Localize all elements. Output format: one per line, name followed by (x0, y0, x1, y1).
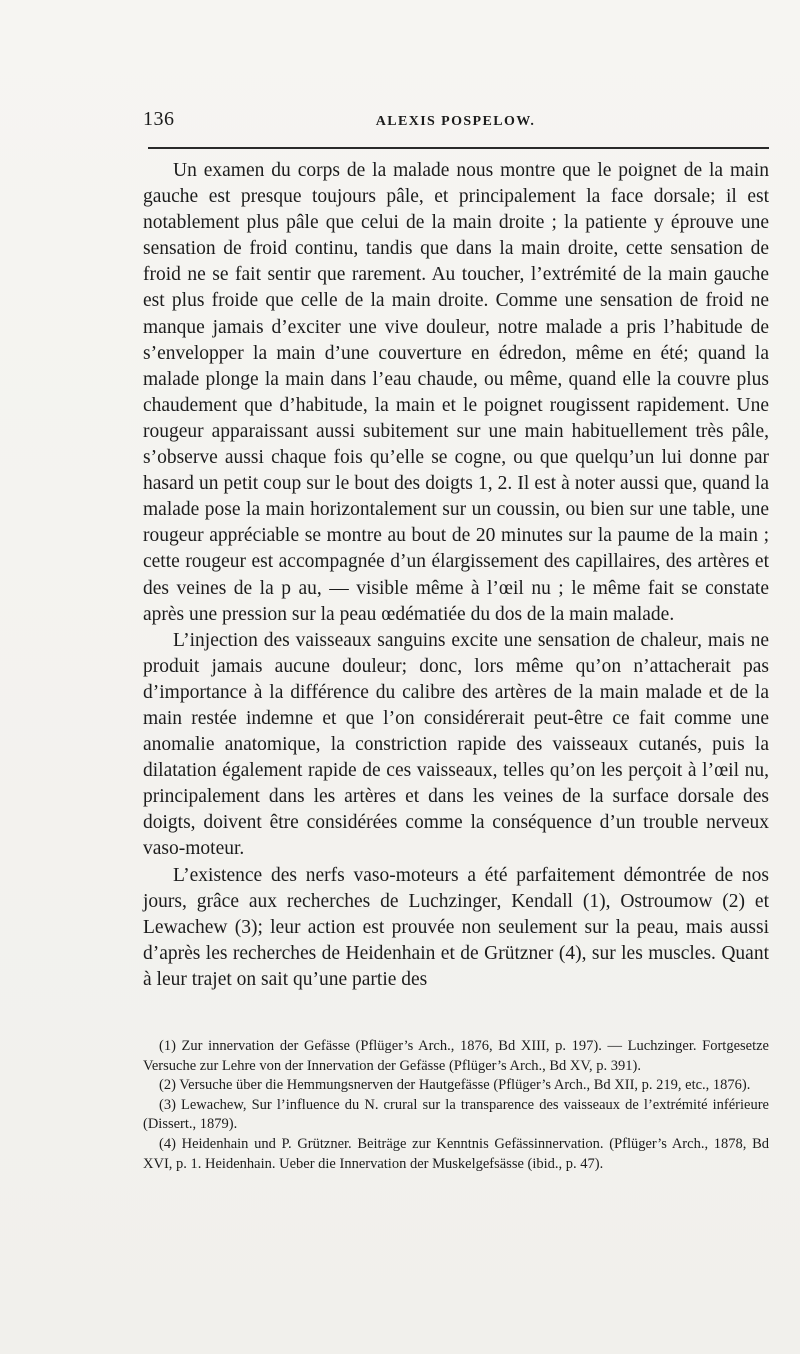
footnote: (1) Zur innervation der Gefässe (Pflüger’s Arch., 1876, Bd XIII, p. 197). — Luchzinger. Fortgesetze Versuche zur Lehre von der Innervation der Gefässe (Pflüger’s Arch., Bd XV, p. 391). (143, 1038, 769, 1074)
footnote: (3) Lewachew, Sur l’influence du N. crural sur la transparence des vaisseaux de l’extrémité inférieure (Dissert., 1879). (143, 1096, 769, 1133)
footnote: (4) Heidenhain und P. Grützner. Beiträge zur Kenntnis Gefässinnervation. (Pflüger’s Arch., 1878, Bd XVI, p. 1. Heidenhain. Ueber die Innervation der Muskelgefsässe (ibid., p. 47). (143, 1135, 769, 1172)
paragraph: L’injection des vaisseaux sanguins excite une sensation de chaleur, mais ne produit jamais aucune douleur; donc, lors même qu’on n’attacherait pas d’importance à la différence du calibre des artères de la main malade et de la main restée indemne et que l’on considérerait peut-être ce fait comme une anomalie anatomique, la constriction rapide des vaisseaux cutanés, puis la dilatation également rapide de ces vaisseaux, telles qu’on les perçoit à l’œil nu, principalement dans les artères et dans les veines de la surface dorsale des doigts, doivent être considérées comme la conséquence d’un trouble nerveux vaso-moteur. (143, 629, 769, 860)
footnotes (143, 1037, 769, 1174)
footnote: (2) Versuche über die Hemmungsnerven der Hautgefässe (Pflüger’s Arch., Bd XII, p. 219, etc., 1876). (159, 1077, 751, 1094)
page-header (143, 108, 768, 138)
header-rule (148, 147, 769, 149)
running-head: ALEXIS POSPELOW. (375, 114, 536, 129)
paragraph: L’existence des nerfs vaso-moteurs a été parfaitement démontrée de nos jours, grâce aux recherches de Luchzinger, Kendall (1), Ostroumow (2) et Lewachew (3); leur action est prouvée non seulement sur la peau, mais aussi d’après les recherches de Heidenhain et de Grützner (4), sur les muscles. Quant à leur trajet on sait qu’une partie des (143, 864, 769, 990)
paragraph: Un examen du corps de la malade nous montre que le poignet de la main gauche est presque toujours pâle, et principalement la face dorsale; il est notablement plus pâle que celui de la main droite ; la patiente y éprouve une sensation de froid continu, tandis que dans la main droite, cette sensation de froid ne se fait sentir que rarement. Au toucher, l’extrémité de la main gauche est plus froide que celle de la main droite. Comme une sensation de froid ne manque jamais d’exciter une vive douleur, notre malade a pris l’habitude de s’envelopper la main d’une couverture en édredon, même en été; quand la malade plonge la main dans l’eau chaude, ou même, quand elle la couvre plus chaudement que d’habitude, la main et le poignet rougissent rapidement. Une rougeur apparaissant aussi subitement sur une main habituellement très pâle, s’observe aussi chaque fois qu’elle se cogne, ou que quelqu’un lui donne par hasard un petit coup sur le bout des doigts 1, 2. Il est à noter aussi que, quand la malade pose la main horizontalement sur un coussin, ou bien sur une table, une rougeur appréciable se montre au bout de 20 minutes sur la paume de la main ; cette rougeur est accompagnée d’un élargissement des capillaires, des artères et des veines de la p au, — visible même à l’œil nu ; le même fait se constate après une pression sur la peau œdématiée du dos de la main malade. (143, 160, 769, 625)
body-text (143, 158, 769, 993)
page-number: 136 (143, 108, 175, 130)
